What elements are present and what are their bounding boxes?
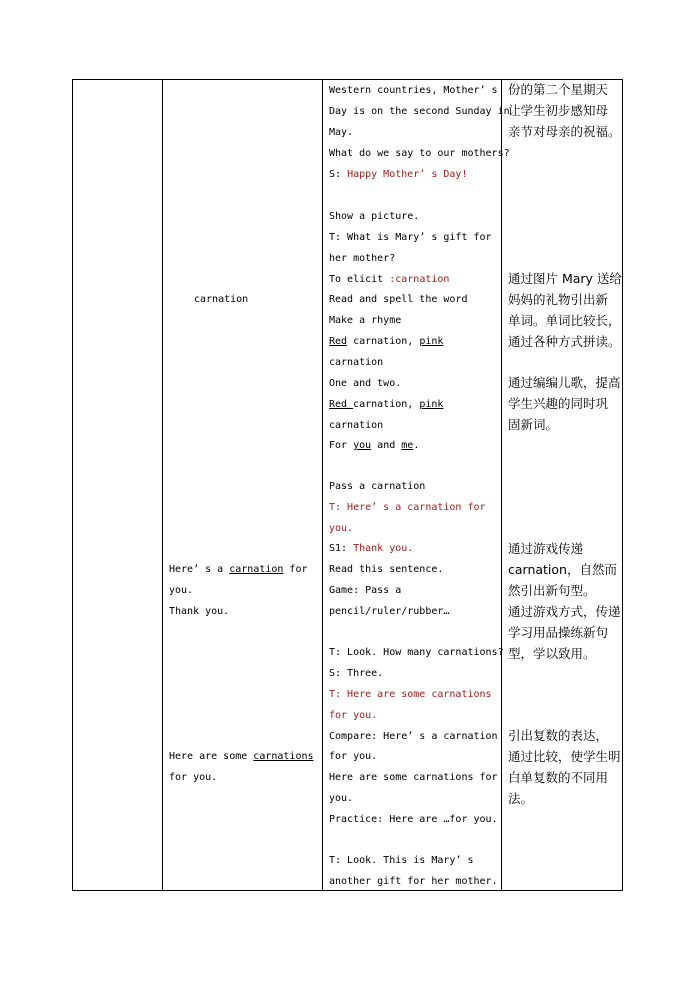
procedure-line: Pass a carnation [329, 481, 426, 492]
purpose-line: 通过游戏传递 [508, 541, 584, 556]
purpose-line: 亲节对母亲的祝福。 [508, 124, 621, 139]
sentence-thank-you: Thank you. [169, 606, 230, 617]
purpose-line: 学习用品操练新句 [508, 625, 609, 640]
purpose-line: 引出复数的表达， [508, 728, 609, 743]
procedure-line: Make a rhyme [329, 315, 402, 326]
purpose-line: 学生兴趣的同时巩 [508, 396, 609, 411]
procedure-line: carnation [329, 420, 384, 431]
purpose-line: 通过游戏方式，传递 [508, 604, 621, 619]
stage-column-cell [73, 80, 162, 890]
procedure-line: for you. [329, 710, 378, 721]
procedure-line: Read and spell the word [329, 294, 468, 305]
procedure-line: Practice: Here are …for you. [329, 814, 498, 825]
procedure-line: S: Happy Mother’ s Day! [329, 169, 468, 180]
procedure-line: For you and me. [329, 440, 420, 451]
sentence-here-are-some-cont: for you. [169, 772, 218, 783]
procedure-line: May. [329, 127, 354, 138]
purpose-line: 通过比较，使学生明 [508, 749, 621, 764]
purpose-line: 然引出新句型。 [508, 583, 596, 598]
purpose-line: 型，学以致用。 [508, 646, 596, 661]
procedure-line: Show a picture. [329, 211, 420, 222]
procedure-line: T: Look. How many carnations? [329, 647, 504, 658]
sentence-here-are-some: Here are some carnations [169, 751, 314, 762]
procedure-line: carnation [329, 357, 384, 368]
procedure-line: S: Three. [329, 668, 384, 679]
procedure-line: her mother? [329, 253, 396, 264]
purpose-line: 通过各种方式拼读。 [508, 334, 621, 349]
procedure-line: you. [329, 523, 354, 534]
key-language-cell [163, 80, 321, 890]
lesson-plan-table [72, 79, 623, 891]
procedure-line: T: What is Mary’ s gift for [329, 232, 492, 243]
procedure-line: Here are some carnations for [329, 772, 498, 783]
procedure-line: pencil/ruler/rubber… [329, 606, 450, 617]
procedure-line: What do we say to our mothers? [329, 148, 510, 159]
procedure-line: Red carnation, pink [329, 336, 444, 347]
purpose-line: 份的第二个星期天 [508, 82, 609, 97]
procedure-line: T: Here are some carnations [329, 689, 492, 700]
procedure-line: another gift for her mother. [329, 876, 498, 887]
sentence-heres-a-carnation-cont: you. [169, 585, 194, 596]
purpose-line: 通过图片 Mary 送给 [508, 271, 622, 286]
procedure-cell [323, 80, 510, 890]
procedure-line: for you. [329, 751, 378, 762]
purpose-cell [502, 80, 622, 890]
procedure-line: you. [329, 793, 354, 804]
procedure-line: Day is on the second Sunday in [329, 106, 510, 117]
procedure-line: Game: Pass a [329, 585, 402, 596]
purpose-line: 让学生初步感知母 [508, 103, 609, 118]
procedure-line: T: Look. This is Mary’ s [329, 855, 474, 866]
procedure-line: Read this sentence. [329, 564, 444, 575]
procedure-line: T: Here’ s a carnation for [329, 502, 486, 513]
purpose-line: 白单复数的不同用 [508, 770, 609, 785]
procedure-line: Red carnation, pink [329, 399, 444, 410]
word-carnation: carnation [194, 294, 249, 305]
procedure-line: S1: Thank you. [329, 543, 414, 554]
procedure-line: Western countries, Mother’ s [329, 85, 498, 96]
purpose-line: 单词。单词比较长， [508, 313, 621, 328]
purpose-line: carnation，自然而 [508, 562, 617, 577]
purpose-line: 法。 [508, 791, 534, 806]
purpose-line: 妈妈的礼物引出新 [508, 292, 609, 307]
sentence-heres-a-carnation: Here’ s a carnation for [169, 564, 308, 575]
procedure-line: Compare: Here’ s a carnation [329, 731, 498, 742]
purpose-line: 通过编编儿歌，提高 [508, 375, 621, 390]
procedure-line: One and two. [329, 378, 402, 389]
procedure-line: To elicit :carnation [329, 274, 450, 285]
purpose-line: 固新词。 [508, 417, 559, 432]
